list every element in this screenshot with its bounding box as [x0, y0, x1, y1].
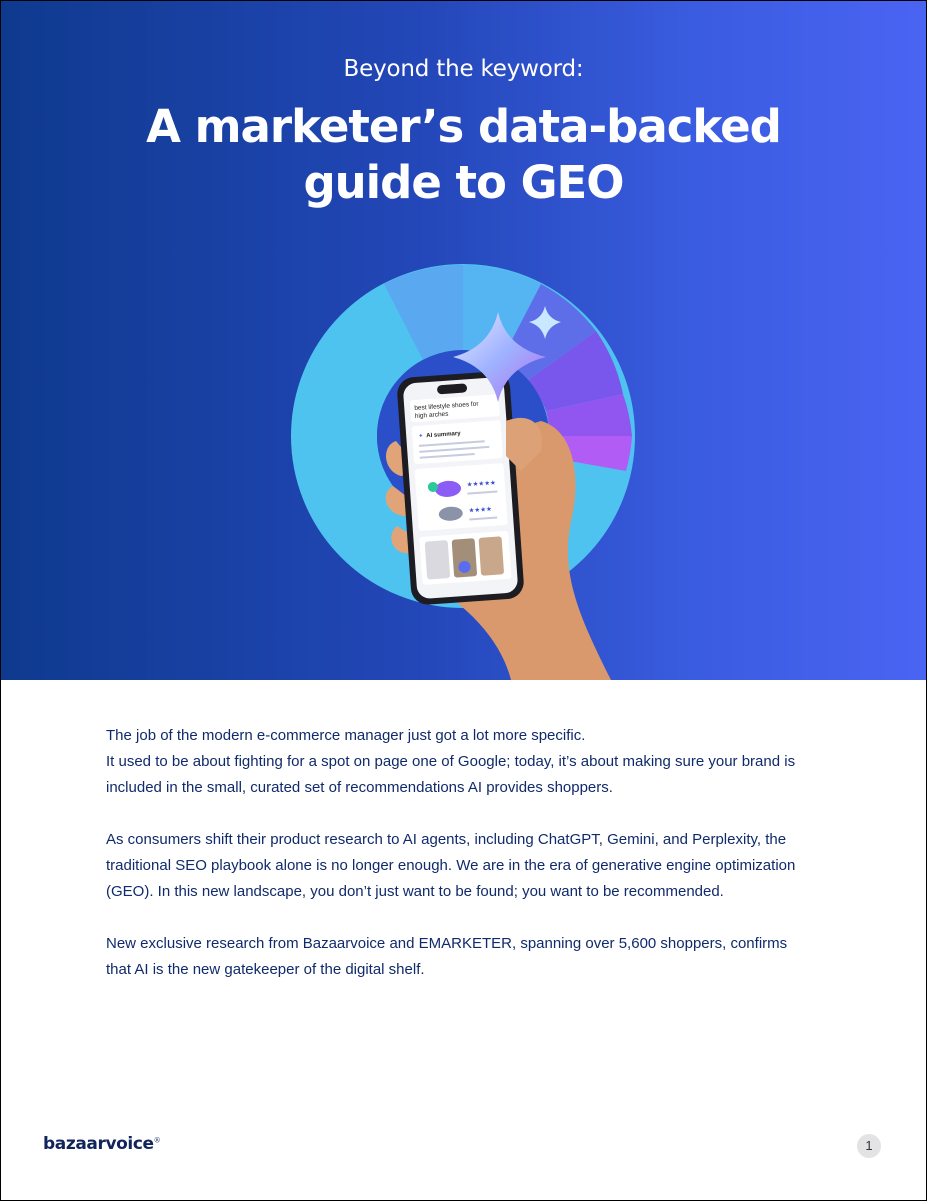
phone-ai-summary-label: AI summary	[426, 430, 461, 440]
paragraph-intro	[106, 723, 826, 801]
paragraph-geo	[106, 827, 826, 905]
phone-search-query: best lifestyle shoes for	[414, 400, 479, 413]
paragraph-line: traditional SEO playbook alone is no longer enough. We are in the era of generative engine optimization	[106, 857, 796, 874]
paragraph-line: (GEO). In this new landscape, you don’t just want to be found; you want to be recommended.	[106, 883, 724, 900]
logo-text: bazaarvoice	[43, 1134, 154, 1154]
page-number-badge: 1	[857, 1134, 881, 1158]
page-title-line-1: A marketer’s data-backed	[146, 100, 781, 153]
paragraph-line: that AI is the new gatekeeper of the digital shelf.	[106, 961, 425, 978]
body-copy	[106, 723, 826, 1009]
phone-mockup	[396, 370, 525, 605]
phone-search-query-2: high arches	[414, 410, 449, 421]
paragraph-line: It used to be about fighting for a spot on page one of Google; today, it’s about making sure your brand is	[106, 753, 796, 770]
sparkle-small-icon: ✦	[418, 433, 424, 440]
phone-rating-stars-2: ★★★★	[468, 505, 493, 515]
paragraph-line: included in the small, curated set of recommendations AI provides shoppers.	[106, 779, 613, 796]
hero-banner	[1, 1, 926, 680]
paragraph-research	[106, 931, 826, 983]
paragraph-line: As consumers shift their product research to AI agents, including ChatGPT, Gemini, and Perplexity, the	[106, 831, 787, 848]
paragraph-line: New exclusive research from Bazaarvoice and EMARKETER, spanning over 5,600 shoppers, confirms	[106, 935, 788, 952]
paragraph-line: The job of the modern e-commerce manager just got a lot more specific.	[106, 727, 586, 744]
page-title	[1, 99, 926, 211]
phone-rating-stars: ★★★★★	[466, 479, 497, 489]
logo-registered-mark: ®	[153, 1136, 161, 1145]
hero-kicker: Beyond the keyword:	[343, 56, 584, 82]
bazaarvoice-logo	[43, 1134, 160, 1154]
page-title-line-2: guide to GEO	[303, 156, 624, 209]
